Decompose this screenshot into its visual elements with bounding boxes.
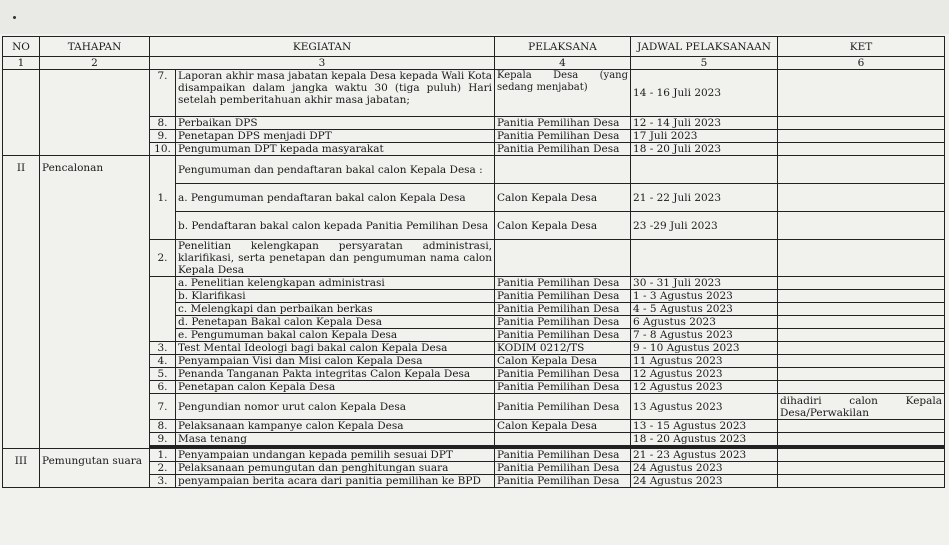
ket-cell xyxy=(778,433,945,446)
pelaksana-cell: Panitia Pemilihan Desa xyxy=(495,143,631,156)
header-tahapan: TAHAPAN xyxy=(40,37,150,57)
kegiatan-cell: b. Klarifikasi xyxy=(176,290,495,303)
kegiatan-cell: e. Pengumuman bakal calon Kepala Desa xyxy=(176,329,495,342)
jadwal-cell: 11 Agustus 2023 xyxy=(631,355,778,368)
header-row xyxy=(3,37,945,57)
kegiatan-cell: c. Melengkapi dan perbaikan berkas xyxy=(176,303,495,316)
ket-cell xyxy=(778,70,945,117)
ket-cell xyxy=(778,130,945,143)
ket-cell: dihadiri calon Kepala Desa/Perwakilan xyxy=(778,394,945,420)
kegiatan-cell: Penelitian kelengkapan persyaratan administrasi, klarifikasi, serta penetapan dan pengumuman nama calon Kepala Desa xyxy=(176,240,495,277)
jadwal-cell: 13 Agustus 2023 xyxy=(631,394,778,420)
pelaksana-cell: Panitia Pemilihan Desa xyxy=(495,130,631,143)
col-number-1: 1 xyxy=(3,57,40,70)
column-number-row xyxy=(3,57,945,70)
col-number-4: 4 xyxy=(495,57,631,70)
kegiatan-cell: a. Pengumuman pendaftaran bakal calon Kepala Desa xyxy=(176,184,495,212)
ket-cell xyxy=(778,420,945,433)
jadwal-cell: 13 - 15 Agustus 2023 xyxy=(631,420,778,433)
kegiatan-cell: penyampaian berita acara dari panitia pemilihan ke BPD xyxy=(176,475,495,488)
item-number: 8. xyxy=(150,117,176,130)
item-number: 8. xyxy=(150,420,176,433)
ket-cell xyxy=(778,342,945,355)
jadwal-cell: 12 - 14 Juli 2023 xyxy=(631,117,778,130)
header-jadwal: JADWAL PELAKSANAAN xyxy=(631,37,778,57)
ket-cell xyxy=(778,355,945,368)
table-row xyxy=(3,156,945,184)
col-number-3: 3 xyxy=(150,57,495,70)
jadwal-cell: 24 Agustus 2023 xyxy=(631,475,778,488)
pelaksana-cell: Calon Kepala Desa xyxy=(495,355,631,368)
ket-cell xyxy=(778,117,945,130)
pelaksana-cell: Panitia Pemilihan Desa xyxy=(495,394,631,420)
jadwal-cell: 1 - 3 Agustus 2023 xyxy=(631,290,778,303)
ket-cell xyxy=(778,316,945,329)
col-number-5: 5 xyxy=(631,57,778,70)
pelaksana-cell xyxy=(495,156,631,184)
section-name: Pencalonan xyxy=(40,156,150,449)
jadwal-cell: 18 - 20 Agustus 2023 xyxy=(631,433,778,446)
pelaksana-cell: Panitia Pemilihan Desa xyxy=(495,462,631,475)
ket-cell xyxy=(778,381,945,394)
table-row xyxy=(3,70,945,117)
header-pelaksana: PELAKSANA xyxy=(495,37,631,57)
pelaksana-cell: Panitia Pemilihan Desa xyxy=(495,303,631,316)
kegiatan-cell: Penyampaian Visi dan Misi calon Kepala Desa xyxy=(176,355,495,368)
header-no: NO xyxy=(3,37,40,57)
pelaksana-cell: Panitia Pemilihan Desa xyxy=(495,475,631,488)
table-row xyxy=(3,449,945,462)
jadwal-cell: 7 - 8 Agustus 2023 xyxy=(631,329,778,342)
blank-no-cell xyxy=(3,70,40,156)
jadwal-cell: 6 Agustus 2023 xyxy=(631,316,778,329)
ket-cell xyxy=(778,184,945,212)
pelaksana-cell: Panitia Pemilihan Desa xyxy=(495,117,631,130)
jadwal-cell: 17 Juli 2023 xyxy=(631,130,778,143)
item-number: 4. xyxy=(150,355,176,368)
kegiatan-cell: Laporan akhir masa jabatan kepala Desa kepada Wali Kota disampaikan dalam jangka waktu 30 (tiga puluh) Hari setelah pemberitahuan akhir masa jabatan; xyxy=(176,70,495,117)
col-number-2: 2 xyxy=(40,57,150,70)
ket-cell xyxy=(778,290,945,303)
pelaksana-cell: Panitia Pemilihan Desa xyxy=(495,329,631,342)
kegiatan-cell: Pengumuman dan pendaftaran bakal calon Kepala Desa : xyxy=(176,156,495,184)
jadwal-cell: 4 - 5 Agustus 2023 xyxy=(631,303,778,316)
section-roman: III xyxy=(3,449,40,488)
ket-cell xyxy=(778,240,945,277)
kegiatan-cell: Pengundian nomor urut calon Kepala Desa xyxy=(176,394,495,420)
kegiatan-cell: Pengumuman DPT kepada masyarakat xyxy=(176,143,495,156)
jadwal-cell xyxy=(631,156,778,184)
kegiatan-cell: Test Mental Ideologi bagi bakal calon Kepala Desa xyxy=(176,342,495,355)
section-roman: II xyxy=(3,156,40,449)
kegiatan-cell: Masa tenang xyxy=(176,433,495,446)
item-number: 2. xyxy=(150,240,176,277)
jadwal-cell: 23 -29 Juli 2023 xyxy=(631,212,778,240)
pelaksana-cell: Panitia Pemilihan Desa xyxy=(495,449,631,462)
ket-cell xyxy=(778,277,945,290)
pelaksana-cell xyxy=(495,240,631,277)
item-number: 10. xyxy=(150,143,176,156)
item-number: 6. xyxy=(150,381,176,394)
pelaksana-cell xyxy=(495,433,631,446)
header-kegiatan: KEGIATAN xyxy=(150,37,495,57)
jadwal-cell: 9 - 10 Agustus 2023 xyxy=(631,342,778,355)
kegiatan-cell: Perbaikan DPS xyxy=(176,117,495,130)
item-number: 7. xyxy=(150,70,176,117)
kegiatan-cell: b. Pendaftaran bakal calon kepada Panitia Pemilihan Desa xyxy=(176,212,495,240)
scan-speck xyxy=(13,16,16,19)
ket-cell xyxy=(778,475,945,488)
pelaksana-cell: Panitia Pemilihan Desa xyxy=(495,277,631,290)
pelaksana-cell: Panitia Pemilihan Desa xyxy=(495,368,631,381)
item-number: 7. xyxy=(150,394,176,420)
item-number: 3. xyxy=(150,342,176,355)
pelaksana-cell: Calon Kepala Desa xyxy=(495,420,631,433)
pelaksana-cell: Panitia Pemilihan Desa xyxy=(495,290,631,303)
schedule-table xyxy=(2,36,945,488)
pelaksana-cell: Panitia Pemilihan Desa xyxy=(495,381,631,394)
jadwal-cell xyxy=(631,240,778,277)
ket-cell xyxy=(778,303,945,316)
ket-cell xyxy=(778,156,945,184)
pelaksana-cell: KODIM 0212/TS xyxy=(495,342,631,355)
jadwal-cell: 18 - 20 Juli 2023 xyxy=(631,143,778,156)
pelaksana-cell: Panitia Pemilihan Desa xyxy=(495,316,631,329)
ket-cell xyxy=(778,368,945,381)
ket-cell xyxy=(778,329,945,342)
item-number: 3. xyxy=(150,475,176,488)
kegiatan-cell: a. Penelitian kelengkapan administrasi xyxy=(176,277,495,290)
section-name: Pemungutan suara xyxy=(40,449,150,488)
jadwal-cell: 12 Agustus 2023 xyxy=(631,368,778,381)
kegiatan-cell: Penetapan DPS menjadi DPT xyxy=(176,130,495,143)
jadwal-cell: 12 Agustus 2023 xyxy=(631,381,778,394)
ket-cell xyxy=(778,449,945,462)
ket-cell xyxy=(778,462,945,475)
jadwal-cell: 21 - 23 Agustus 2023 xyxy=(631,449,778,462)
kegiatan-cell: Penanda Tanganan Pakta integritas Calon Kepala Desa xyxy=(176,368,495,381)
item-number: 9. xyxy=(150,130,176,143)
jadwal-cell: 21 - 22 Juli 2023 xyxy=(631,184,778,212)
jadwal-cell: 30 - 31 Juli 2023 xyxy=(631,277,778,290)
item-number: 5. xyxy=(150,368,176,381)
item-number: 1. xyxy=(150,449,176,462)
jadwal-cell: 24 Agustus 2023 xyxy=(631,462,778,475)
jadwal-cell: 14 - 16 Juli 2023 xyxy=(631,70,778,117)
pelaksana-cell: Calon Kepala Desa xyxy=(495,184,631,212)
kegiatan-cell: d. Penetapan Bakal calon Kepala Desa xyxy=(176,316,495,329)
kegiatan-cell: Pelaksanaan kampanye calon Kepala Desa xyxy=(176,420,495,433)
item-number: 2. xyxy=(150,462,176,475)
blank-number-cell xyxy=(150,277,176,342)
blank-tahapan-cell xyxy=(40,70,150,156)
kegiatan-cell: Penyampaian undangan kepada pemilih sesuai DPT xyxy=(176,449,495,462)
col-number-6: 6 xyxy=(778,57,945,70)
ket-cell xyxy=(778,212,945,240)
item-number: 9. xyxy=(150,433,176,446)
header-ket: KET xyxy=(778,37,945,57)
kegiatan-cell: Penetapan calon Kepala Desa xyxy=(176,381,495,394)
ket-cell xyxy=(778,143,945,156)
pelaksana-cell: Kepala Desa (yang sedang menjabat) xyxy=(495,70,631,117)
item-number: 1. xyxy=(150,156,176,240)
pelaksana-cell: Calon Kepala Desa xyxy=(495,212,631,240)
kegiatan-cell: Pelaksanaan pemungutan dan penghitungan suara xyxy=(176,462,495,475)
